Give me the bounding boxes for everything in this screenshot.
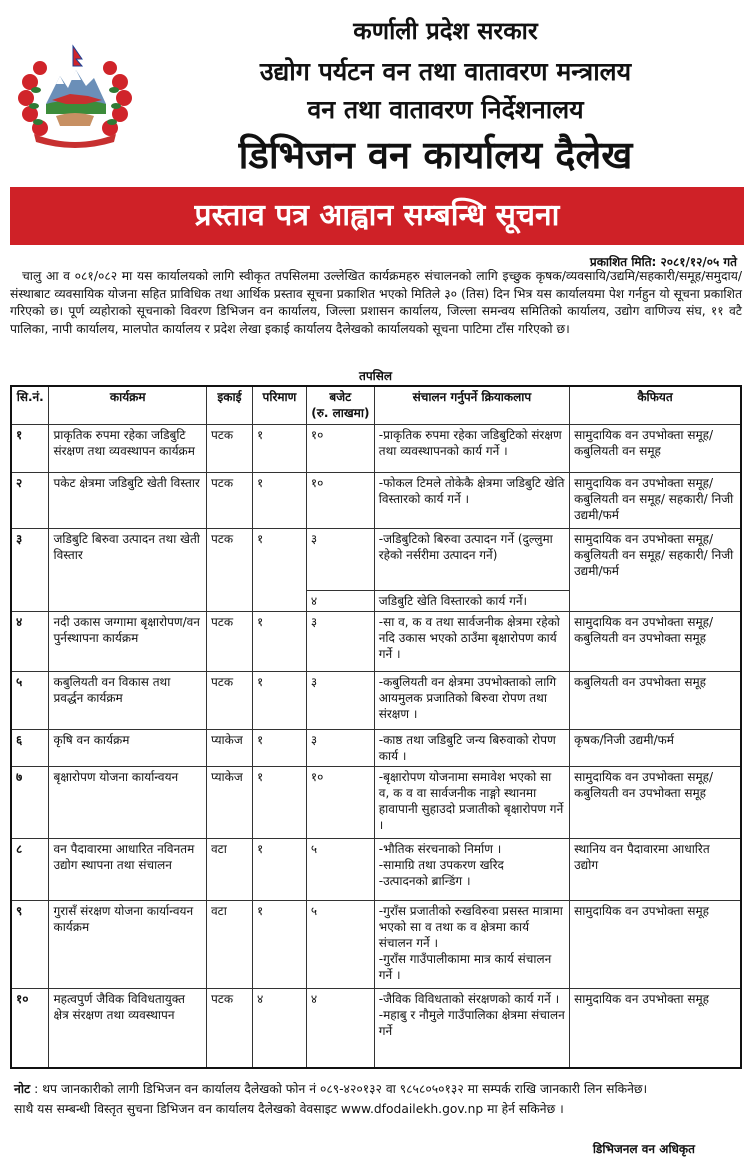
table-row <box>11 900 741 988</box>
sn-cell: १ <box>11 424 49 472</box>
budget-cell: ४ <box>306 590 374 611</box>
unit-cell: वटा <box>206 838 252 900</box>
program-cell: नदी उकास जग्गामा बृक्षारोपण/वन पुर्नस्थापना कार्यक्रम <box>49 611 207 671</box>
activity-cell <box>374 472 569 528</box>
program-cell: कबुलियती वन विकास तथा प्रवर्द्धन कार्यक्रम <box>49 671 207 729</box>
activity-cell <box>374 611 569 671</box>
header-line-2: उद्योग पर्यटन वन तथा वातावरण मन्त्रालय <box>259 57 632 86</box>
unit-cell: पटक <box>206 424 252 472</box>
unit-cell: पटक <box>206 528 252 611</box>
program-table <box>10 385 742 1069</box>
col-header-remarks: कैफियत <box>570 386 741 424</box>
program-cell: कृषि वन कार्यक्रम <box>49 729 207 766</box>
activity-cell <box>374 838 569 900</box>
activity-line: -फोकल टिमले तोकेकै क्षेत्रमा जडिबुटि खेति विस्तारको कार्य गर्ने । <box>378 475 565 506</box>
unit-cell: पटक <box>206 671 252 729</box>
quantity-cell: १ <box>252 766 306 838</box>
intro-text: चालु आ व ०८१/०८२ मा यस कार्यालयको लागि स्वीकृत तपसिलमा उल्लेखित कार्यक्रमहरु संचालनको लागि इच्छुक कृषक/व्यवसायि/उद्यमि/सहकारी/समूह/समुदाय/संस्थाबाट व्यवसायिक योजना सहित प्राविधिक तथा आर्थिक प्रस्ताव सूचना प्रकाशित भएको मितिले ३० (तिस) दिन भित्र यस कार्यालयमा पेश गर्नहुन यो सूचना प्रकाशित गरिएको छ। पूर्ण व्यहोराको सूचनाको विवरण डिभिजन वन कार्यालय, जिल्ला प्रशासन कार्यालय, जिल्ला समन्वय समितिको कार्यालय, उद्योग वाणिज्य संघ, ११ वटै पालिका, नापी कार्यालय, मालपोत कार्यालय र प्रदेश लेखा इकाई कार्यालय दैलेखको कार्यालयको सूचना पाटिमा टाँस गरिएको छ। <box>10 269 742 336</box>
quantity-cell: १ <box>252 472 306 528</box>
col-header-activities: संचालन गर्नुपर्ने क्रियाकलाप <box>374 386 569 424</box>
activity-line: -गुराँस प्रजातीको रुखविरुवा प्रसस्त मात्रामा भएको सा व तथा क व क्षेत्रमा कार्य संचालन गर्ने । <box>378 903 563 950</box>
program-cell: पकेट क्षेत्रमा जडिबुटि खेती विस्तार <box>49 472 207 528</box>
remarks-cell: कृषक/निजी उद्यमी/फर्म <box>570 729 741 766</box>
table-row <box>11 611 741 671</box>
program-cell: जडिबुटि बिरुवा उत्पादन तथा खेती विस्तार <box>49 528 207 611</box>
table-row <box>11 838 741 900</box>
sn-cell: ९ <box>11 900 49 988</box>
activity-cell <box>374 671 569 729</box>
nepal-emblem-icon <box>16 42 134 152</box>
budget-cell: १० <box>306 424 374 472</box>
signature: डिभिजनल वन अधिकृत <box>592 1142 695 1156</box>
activity-line: -जडिबुटिको बिरुवा उत्पादन गर्ने (दुल्लुमा रहेको नर्सरीमा उत्पादन गर्ने) <box>378 531 553 562</box>
activity-cell <box>374 900 569 988</box>
activity-line: -उत्पादनको ब्रान्डिंग । <box>378 873 471 888</box>
col-header-quantity: परिमाण <box>252 386 306 424</box>
activity-cell <box>374 729 569 766</box>
quantity-cell: १ <box>252 424 306 472</box>
published-date: प्रकाशित मिति: २०८१/१२/०५ गते <box>589 255 737 269</box>
sn-cell: ८ <box>11 838 49 900</box>
remarks-cell: सामुदायिक वन उपभोक्ता समूह <box>570 900 741 988</box>
activity-line: -बृक्षारोपण योजनामा समावेश भएको सा व, क व वा सार्वजनीक नाङ्गो स्थानमा हावापानी सुहाउदो प्रजातीको बृक्षारोपण गर्ने । <box>378 769 564 832</box>
intro-paragraph <box>10 268 742 338</box>
budget-cell: ३ <box>306 528 374 590</box>
sn-cell: २ <box>11 472 49 528</box>
activity-line: -प्राकृतिक रुपमा रहेका जडिबुटिको संरक्षण तथा व्यवस्थापनको कार्य गर्ने । <box>378 427 562 458</box>
remarks-cell: स्थानिय वन पैदावारमा आधारित उद्योग <box>570 838 741 900</box>
unit-cell: पटक <box>206 611 252 671</box>
quantity-cell: १ <box>252 838 306 900</box>
office-title: डिभिजन वन कार्यालय दैलेख <box>238 133 633 177</box>
budget-cell: ३ <box>306 611 374 671</box>
table-row <box>11 671 741 729</box>
budget-cell: १० <box>306 472 374 528</box>
note-label: नोट <box>14 1082 31 1096</box>
table-row <box>11 424 741 472</box>
budget-cell: १० <box>306 766 374 838</box>
program-cell: गुरासँ संरक्षण योजना कार्यान्वयन कार्यक्रम <box>49 900 207 988</box>
remarks-cell: सामुदायिक वन उपभोक्ता समूह/ कबुलियती वन समूह/ सहकारी/ निजी उद्यमी/फर्म <box>570 528 741 611</box>
col-header-sn: सि.नं. <box>11 386 49 424</box>
activity-line: -भौतिक संरचनाको निर्माण । <box>378 841 502 856</box>
activity-line: -गुराँस गाउँपालीकामा मात्र कार्य संचालन गर्ने । <box>378 951 552 982</box>
note-line-2: साथै यस सम्बन्धी विस्तृत सुचना डिभिजन वन कार्यालय दैलेखको वेवसाइट www.dfodailekh.gov.np मा हेर्न सकिनेछ । <box>14 1102 564 1116</box>
unit-cell: पटक <box>206 472 252 528</box>
table-header-row <box>11 386 741 424</box>
sn-cell: ३ <box>11 528 49 611</box>
unit-cell: प्याकेज <box>206 729 252 766</box>
sn-cell: ४ <box>11 611 49 671</box>
table-row <box>11 766 741 838</box>
table-row <box>11 988 741 1068</box>
activity-cell: जडिबुटि खेति विस्तारको कार्य गर्ने। <box>374 590 569 611</box>
quantity-cell: १ <box>252 900 306 988</box>
activity-cell <box>374 528 569 590</box>
unit-cell: प्याकेज <box>206 766 252 838</box>
remarks-cell: कबुलियती वन उपभोक्ता समूह <box>570 671 741 729</box>
sn-cell: ७ <box>11 766 49 838</box>
activity-line: -जैविक विविधताको संरक्षणको कार्य गर्ने । <box>378 991 560 1006</box>
notice-banner: प्रस्ताव पत्र आह्वान सम्बन्धि सूचना <box>10 187 744 245</box>
activity-line: -महाबु र नौमुले गाउँपालिका क्षेत्रमा संचालन गर्ने <box>378 1007 565 1038</box>
table-row <box>11 729 741 766</box>
unit-cell: वटा <box>206 900 252 988</box>
budget-cell: ४ <box>306 988 374 1068</box>
program-cell: प्राकृतिक रुपमा रहेका जडिबुटि संरक्षण तथा व्यवस्थापन कार्यक्रम <box>49 424 207 472</box>
sn-cell: ५ <box>11 671 49 729</box>
quantity-cell: १ <box>252 729 306 766</box>
activity-line: -सा व, क व तथा सार्वजनीक क्षेत्रमा रहेको नदि उकास भएको ठाउँमा बृक्षारोपण कार्य गर्ने । <box>378 614 560 661</box>
activity-line: -काष्ठ तथा जडिबुटि जन्य बिरुवाको रोपण कार्य । <box>378 732 556 763</box>
sn-cell: १० <box>11 988 49 1068</box>
activity-line: -सामाग्रि तथा उपकरण खरिद <box>378 857 504 872</box>
budget-cell: ३ <box>306 729 374 766</box>
budget-cell: ५ <box>306 838 374 900</box>
col-header-budget <box>306 386 374 424</box>
quantity-cell: १ <box>252 611 306 671</box>
quantity-cell: १ <box>252 671 306 729</box>
quantity-cell: ४ <box>252 988 306 1068</box>
unit-cell: पटक <box>206 988 252 1068</box>
remarks-cell: सामुदायिक वन उपभोक्ता समूह/ कबुलियती वन उपभोक्ता समूह <box>570 611 741 671</box>
program-cell: बृक्षारोपण योजना कार्यान्वयन <box>49 766 207 838</box>
table-row <box>11 528 741 590</box>
col-header-program: कार्यक्रम <box>49 386 207 424</box>
program-cell: महत्वपुर्ण जैविक विविधतायुक्त क्षेत्र संरक्षण तथा व्यवस्थापन <box>49 988 207 1068</box>
budget-cell: ५ <box>306 900 374 988</box>
footer-note <box>14 1079 744 1119</box>
budget-label: बजेट <box>329 390 352 404</box>
budget-unit-label: (रु. लाखमा) <box>311 406 370 420</box>
activity-line: -कबुलियती वन क्षेत्रमा उपभोक्ताको लागि आयमुलक प्रजातिको बिरुवा रोपण तथा संरक्षण । <box>378 674 557 721</box>
remarks-cell: सामुदायिक वन उपभोक्ता समूह/ कबुलियती वन समूह <box>570 424 741 472</box>
note-line-1: : थप जानकारीको लागी डिभिजन वन कार्यालय दैलेखको फोन नं ०८९-४२०१३२ वा ९८५८०५०१३२ मा सम्पर्क राखि जानकारी लिन सकिनेछ। <box>34 1082 648 1096</box>
table-title: तपसिल <box>358 369 392 383</box>
budget-cell: ३ <box>306 671 374 729</box>
activity-cell <box>374 766 569 838</box>
sn-cell: ६ <box>11 729 49 766</box>
program-cell: वन पैदावारमा आधारित नविनतम उद्योग स्थापना तथा संचालन <box>49 838 207 900</box>
header-line-1: कर्णाली प्रदेश सरकार <box>353 17 538 45</box>
activity-cell <box>374 424 569 472</box>
remarks-cell: सामुदायिक वन उपभोक्ता समूह/ कबुलियती वन समूह/ सहकारी/ निजी उद्यमी/फर्म <box>570 472 741 528</box>
activity-cell <box>374 988 569 1068</box>
table-row <box>11 472 741 528</box>
remarks-cell: सामुदायिक वन उपभोक्ता समूह <box>570 988 741 1068</box>
col-header-unit: इकाई <box>206 386 252 424</box>
quantity-cell: १ <box>252 528 306 611</box>
remarks-cell: सामुदायिक वन उपभोक्ता समूह/ कबुलियती वन उपभोक्ता समूह <box>570 766 741 838</box>
header-line-3: वन तथा वातावरण निर्देशनालय <box>307 95 584 124</box>
